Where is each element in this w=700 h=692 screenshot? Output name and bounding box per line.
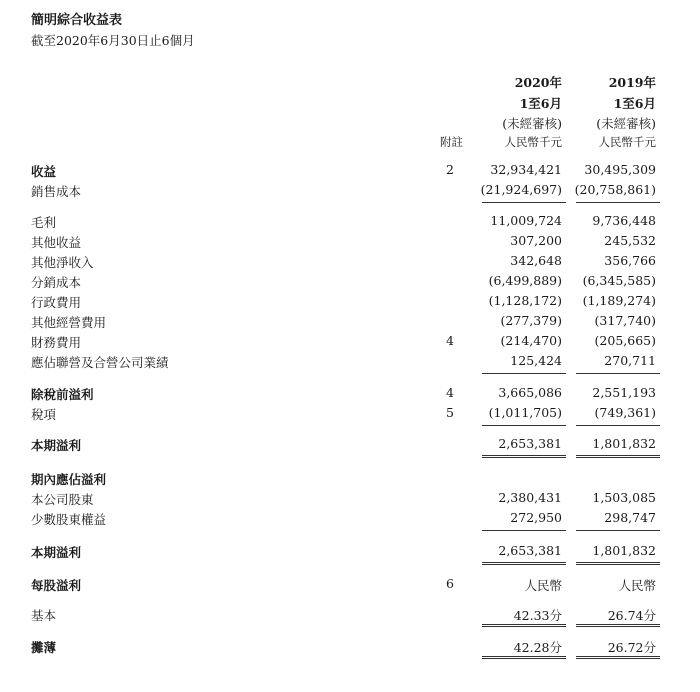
row-value-2019: 298,747 <box>604 510 656 525</box>
table-row <box>0 233 700 251</box>
row-label: 毛利 <box>31 215 57 230</box>
col2-currency: 人民幣千元 <box>598 135 656 149</box>
total-double-rule <box>576 562 660 565</box>
row-note: 6 <box>446 576 454 591</box>
table-row <box>0 606 700 624</box>
row-value-2019: 30,495,309 <box>584 162 656 177</box>
row-label: 其他經營費用 <box>31 315 107 330</box>
col1-year: 2020年 <box>514 75 562 90</box>
row-label: 期內應佔溢利 <box>31 472 107 487</box>
row-value-2020: 2,380,431 <box>498 490 562 505</box>
row-value-2020: (277,379) <box>500 313 562 328</box>
subtotal-rule <box>482 530 566 531</box>
subtotal-rule <box>482 202 566 203</box>
table-row <box>0 353 700 371</box>
row-value-2019: 人民幣 <box>618 578 656 593</box>
subtotal-rule <box>482 373 566 374</box>
total-double-rule <box>482 562 566 565</box>
row-note: 2 <box>446 162 454 177</box>
row-label: 本公司股東 <box>31 492 94 507</box>
table-row <box>0 638 700 656</box>
subtotal-rule <box>576 202 660 203</box>
table-row <box>0 273 700 291</box>
row-value-2020: 307,200 <box>510 233 562 248</box>
total-double-rule <box>482 656 566 659</box>
table-row <box>0 385 700 403</box>
row-value-2019: 26.72分 <box>607 640 656 655</box>
row-value-2020: 125,424 <box>510 353 562 368</box>
row-label: 其他收益 <box>31 235 82 250</box>
row-value-2019: 1,503,085 <box>592 490 656 505</box>
statement-title: 簡明綜合收益表 <box>31 13 123 28</box>
table-row <box>0 253 700 271</box>
total-double-rule <box>482 455 566 458</box>
row-value-2020: (21,924,697) <box>480 182 562 197</box>
subtotal-rule <box>576 530 660 531</box>
row-label: 分銷成本 <box>31 275 82 290</box>
row-value-2019: 26.74分 <box>607 608 656 623</box>
table-row <box>0 543 700 561</box>
table-row <box>0 405 700 423</box>
row-label: 本期溢利 <box>31 545 82 560</box>
table-row <box>0 162 700 180</box>
row-label: 財務費用 <box>31 335 82 350</box>
table-row <box>0 470 700 488</box>
total-double-rule <box>482 624 566 627</box>
row-label: 攤薄 <box>31 640 57 655</box>
row-value-2019: 245,532 <box>604 233 656 248</box>
row-value-2020: 42.28分 <box>513 640 562 655</box>
row-value-2019: 9,736,448 <box>592 213 656 228</box>
row-value-2019: 1,801,832 <box>592 436 656 451</box>
row-value-2019: 270,711 <box>604 353 656 368</box>
row-label: 本期溢利 <box>31 438 82 453</box>
total-double-rule <box>576 624 660 627</box>
col2-audit: (未經審核) <box>596 116 656 131</box>
row-value-2019: 356,766 <box>604 253 656 268</box>
row-value-2019: (20,758,861) <box>574 182 656 197</box>
row-value-2019: (317,740) <box>594 313 656 328</box>
row-value-2020: 342,648 <box>510 253 562 268</box>
table-row <box>0 436 700 454</box>
total-double-rule <box>576 656 660 659</box>
row-value-2019: 1,801,832 <box>592 543 656 558</box>
col1-currency: 人民幣千元 <box>504 135 562 149</box>
row-value-2019: (6,345,585) <box>582 273 656 288</box>
table-row <box>0 333 700 351</box>
subtotal-rule <box>482 425 566 426</box>
subtotal-rule <box>576 425 660 426</box>
row-value-2020: (6,499,889) <box>488 273 562 288</box>
col1-period: 1至6月 <box>519 96 562 111</box>
col2-period: 1至6月 <box>613 96 656 111</box>
note-column-header: 附註 <box>440 135 463 149</box>
row-value-2020: (214,470) <box>500 333 562 348</box>
table-row <box>0 490 700 508</box>
table-row <box>0 510 700 528</box>
subtotal-rule <box>576 373 660 374</box>
statement-period: 截至2020年6月30日止6個月 <box>31 33 195 48</box>
table-row <box>0 293 700 311</box>
row-value-2019: (749,361) <box>594 405 656 420</box>
row-value-2020: 人民幣 <box>524 578 562 593</box>
row-label: 應佔聯營及合營公司業績 <box>31 355 169 370</box>
row-note: 4 <box>446 385 454 400</box>
row-label: 其他淨收入 <box>31 255 94 270</box>
row-value-2020: 32,934,421 <box>490 162 562 177</box>
row-label: 銷售成本 <box>31 184 82 199</box>
row-label: 基本 <box>31 608 57 623</box>
col1-audit: (未經審核) <box>502 116 562 131</box>
table-row <box>0 576 700 594</box>
row-label: 行政費用 <box>31 295 82 310</box>
row-value-2020: 2,653,381 <box>498 543 562 558</box>
row-value-2020: (1,128,172) <box>488 293 562 308</box>
row-note: 5 <box>446 405 454 420</box>
table-row <box>0 182 700 200</box>
table-row <box>0 213 700 231</box>
row-label: 少數股東權益 <box>31 512 107 527</box>
row-value-2019: (205,665) <box>594 333 656 348</box>
row-value-2020: (1,011,705) <box>488 405 562 420</box>
row-value-2020: 272,950 <box>510 510 562 525</box>
table-row <box>0 313 700 331</box>
row-value-2019: 2,551,193 <box>592 385 656 400</box>
row-label: 收益 <box>31 164 57 179</box>
row-label: 稅項 <box>31 407 57 422</box>
row-value-2020: 3,665,086 <box>498 385 562 400</box>
row-label: 除稅前溢利 <box>31 387 94 402</box>
row-value-2020: 11,009,724 <box>490 213 562 228</box>
row-value-2020: 42.33分 <box>513 608 562 623</box>
total-double-rule <box>576 455 660 458</box>
col2-year: 2019年 <box>608 75 656 90</box>
row-label: 每股溢利 <box>31 578 82 593</box>
row-value-2019: (1,189,274) <box>582 293 656 308</box>
row-note: 4 <box>446 333 454 348</box>
row-value-2020: 2,653,381 <box>498 436 562 451</box>
